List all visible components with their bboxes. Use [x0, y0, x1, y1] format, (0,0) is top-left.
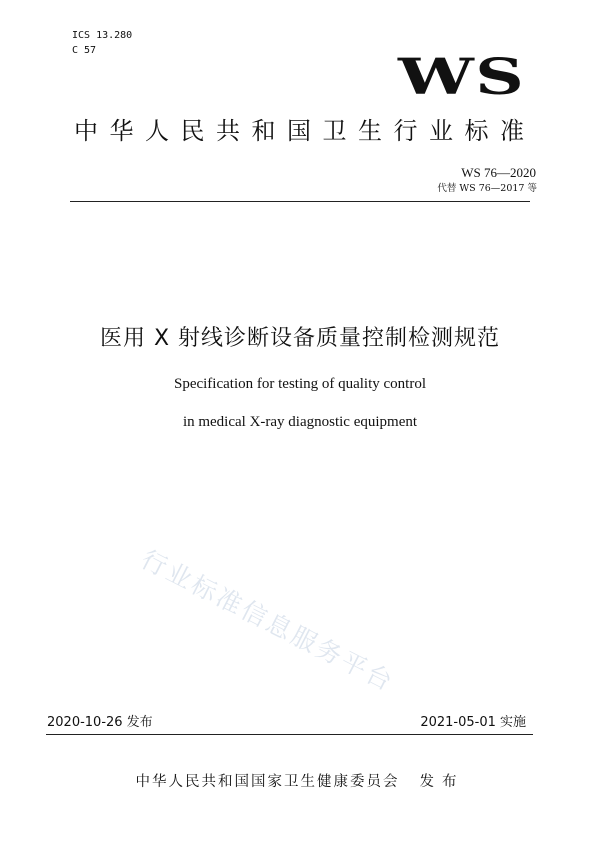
- issue-word: 发布: [419, 774, 465, 790]
- implementation-date: 2021-05-01 实施: [420, 715, 526, 730]
- standard-number: WS 76—2020: [461, 165, 536, 180]
- publish-date: 2020-10-26 发布: [47, 715, 153, 730]
- ws-logo: WS: [398, 47, 526, 106]
- issuer-line: [0, 772, 600, 792]
- standard-category: 中华人民共和国卫生行业标准: [74, 117, 536, 145]
- ics-code: ICS 13.280: [72, 30, 133, 41]
- issuer-name: 中华人民共和国国家卫生健康委员会: [135, 774, 400, 790]
- footer-divider: [46, 734, 533, 735]
- watermark: 行业标准信息服务平台: [136, 544, 400, 698]
- document-title-en-line1: Specification for testing of quality control: [173, 376, 427, 392]
- document-title-en-line2: in medical X-ray diagnostic equipment: [182, 414, 418, 430]
- replaced-standards: 代替 WS 76—2017 等: [437, 183, 537, 194]
- document-title-zh: 医用 X 射线诊断设备质量控制检测规范: [99, 326, 501, 351]
- ccs-code: C 57: [72, 45, 97, 56]
- header-divider: [70, 201, 530, 202]
